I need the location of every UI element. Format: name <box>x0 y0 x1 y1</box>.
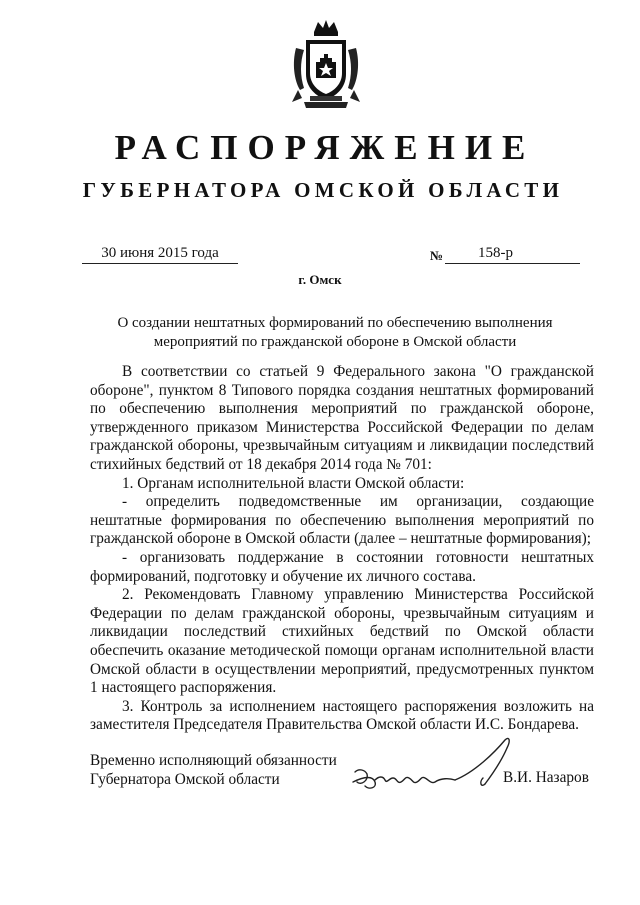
document-body <box>90 363 594 735</box>
body-paragraph: 1. Органам исполнительной власти Омской области: <box>122 474 465 492</box>
handwritten-signature-icon <box>345 732 515 802</box>
signer-position-line1: Временно исполняющий обязанности <box>90 752 337 769</box>
document-heading: О создании нештатных формирований по обеспечению выполнения мероприятий по гражданской обороне в Омской области <box>117 315 553 350</box>
document-city: г. Омск <box>298 272 342 287</box>
body-paragraph: 3. Контроль за исполнением настоящего распоряжения возложить на заместителя Председателя Правительства Омской области И.С. Бондарева. <box>90 697 594 734</box>
body-paragraph: - определить подведомственные им организации, создающие нештатные формирования по обеспечению выполнения мероприятий по гражданской обороне в Омской области (далее – нештатные формирования); <box>90 493 594 548</box>
coat-of-arms-icon <box>290 18 362 110</box>
signer-position <box>90 751 350 789</box>
body-paragraph: 2. Рекомендовать Главному управлению Министерства Российской Федерации по делам гражданской обороны, чрезвычайным ситуациям и ликвидации последствий стихийных бедствий по Омской области обеспечить оказание методической помощи органам исполнительной власти Омской области в осуществлении мероприятий, предусмотренных пунктом 1 настоящего распоряжения. <box>90 586 594 697</box>
document-date: 30 июня 2015 года <box>82 244 238 264</box>
signer-name: В.И. Назаров <box>503 769 589 786</box>
number-sign: № <box>430 248 444 263</box>
body-paragraph: - организовать поддержание в состоянии готовности нештатных формирований, подготовку и обучение их личного состава. <box>90 548 594 585</box>
body-paragraph: В соответствии со статьей 9 Федерального закона "О гражданской обороне", пунктом 8 Типового порядка создания нештатных формирований по обеспечению выполнения мероприятий по гражданской обороне, утвержденного приказом Министерства Российской Федерации по делам гражданской обороны, чрезвычайным ситуациям и ликвидации последствий стихийных бедствий от 18 декабря 2014 года № 701: <box>90 363 594 473</box>
document-number: 158-р <box>445 244 580 264</box>
document-title: РАСПОРЯЖЕНИЕ <box>114 128 536 167</box>
signer-position-line2: Губернатора Омской области <box>90 771 280 788</box>
document-subtitle: ГУБЕРНАТОРА ОМСКОЙ ОБЛАСТИ <box>82 178 564 202</box>
